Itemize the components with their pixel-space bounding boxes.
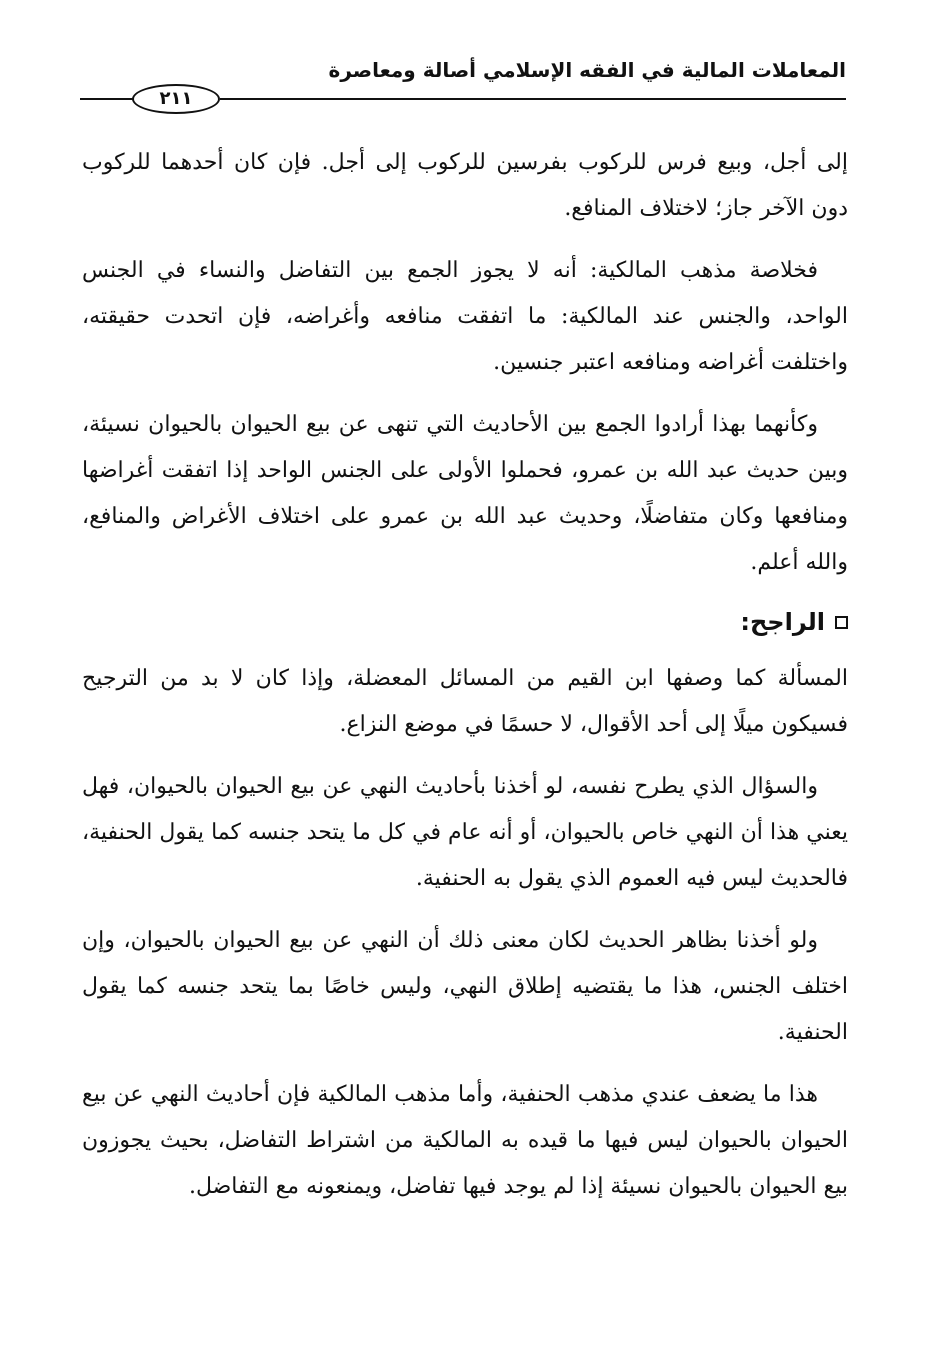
paragraph-7: هذا ما يضعف عندي مذهب الحنفية، وأما مذهب المالكية فإن أحاديث النهي عن بيع الحيوان بالحيوان ليس فيها ما قيده به المالكية من اشتراط التفاضل، بحيث يجوزون بيع الحيوان بالحيوان نسيئة إذا لم يوجد فيها تفاضل، ويمنعونه مع التفاضل. bbox=[82, 1082, 848, 1199]
running-header-title: المعاملات المالية في الفقه الإسلامي أصالة ومعاصرة bbox=[328, 58, 846, 82]
section-heading-label: الراجح: bbox=[740, 608, 825, 636]
section-heading-preferred-view bbox=[82, 602, 848, 642]
paragraph-5: والسؤال الذي يطرح نفسه، لو أخذنا بأحاديث النهي عن بيع الحيوان بالحيوان، فهل يعني هذا أن النهي خاص بالحيوان، أو أنه عام في كل ما يتحد جنسه كما يقول الحنفية، فالحديث ليس فيه العموم الذي يقول به الحنفية. bbox=[82, 774, 848, 891]
square-box-icon bbox=[835, 616, 848, 629]
page-number: ٢١١ bbox=[132, 84, 220, 114]
paragraph-3: وكأنهما بهذا أرادوا الجمع بين الأحاديث التي تنهى عن بيع الحيوان بالحيوان نسيئة، وبين حديث عبد الله بن عمرو، فحملوا الأولى على الجنس الواحد إذا اتفقت أغراضها ومنافعها وكان متفاضلًا، وحديث عبد الله بن عمرو على اختلاف الأغراض والمنافع، والله أعلم. bbox=[82, 412, 848, 575]
paragraph-4: المسألة كما وصفها ابن القيم من المسائل المعضلة، وإذا كان لا بد من الترجيح فسيكون ميلًا إلى أحد الأقوال، لا حسمًا في موضع النزاع. bbox=[82, 666, 848, 737]
header-rule-left bbox=[80, 98, 134, 100]
header-rule-right bbox=[220, 98, 846, 100]
paragraph-6: ولو أخذنا بظاهر الحديث لكان معنى ذلك أن النهي عن بيع الحيوان بالحيوان، وإن اختلف الجنس، هذا ما يقتضيه إطلاق النهي، وليس خاصًا بما يتحد جنسه كما يقول الحنفية. bbox=[82, 928, 848, 1045]
paragraph-1: إلى أجل، وبيع فرس للركوب بفرسين للركوب إلى أجل. فإن كان أحدهما للركوب دون الآخر جاز؛ لاختلاف المنافع. bbox=[82, 150, 848, 221]
body-text bbox=[82, 140, 848, 1226]
paragraph-2: فخلاصة مذهب المالكية: أنه لا يجوز الجمع بين التفاضل والنساء في الجنس الواحد، والجنس عند المالكية: ما اتفقت منافعه وأغراضه، فإن اتحدت حقيقته، واختلفت أغراضه ومنافعه اعتبر جنسين. bbox=[82, 258, 848, 375]
